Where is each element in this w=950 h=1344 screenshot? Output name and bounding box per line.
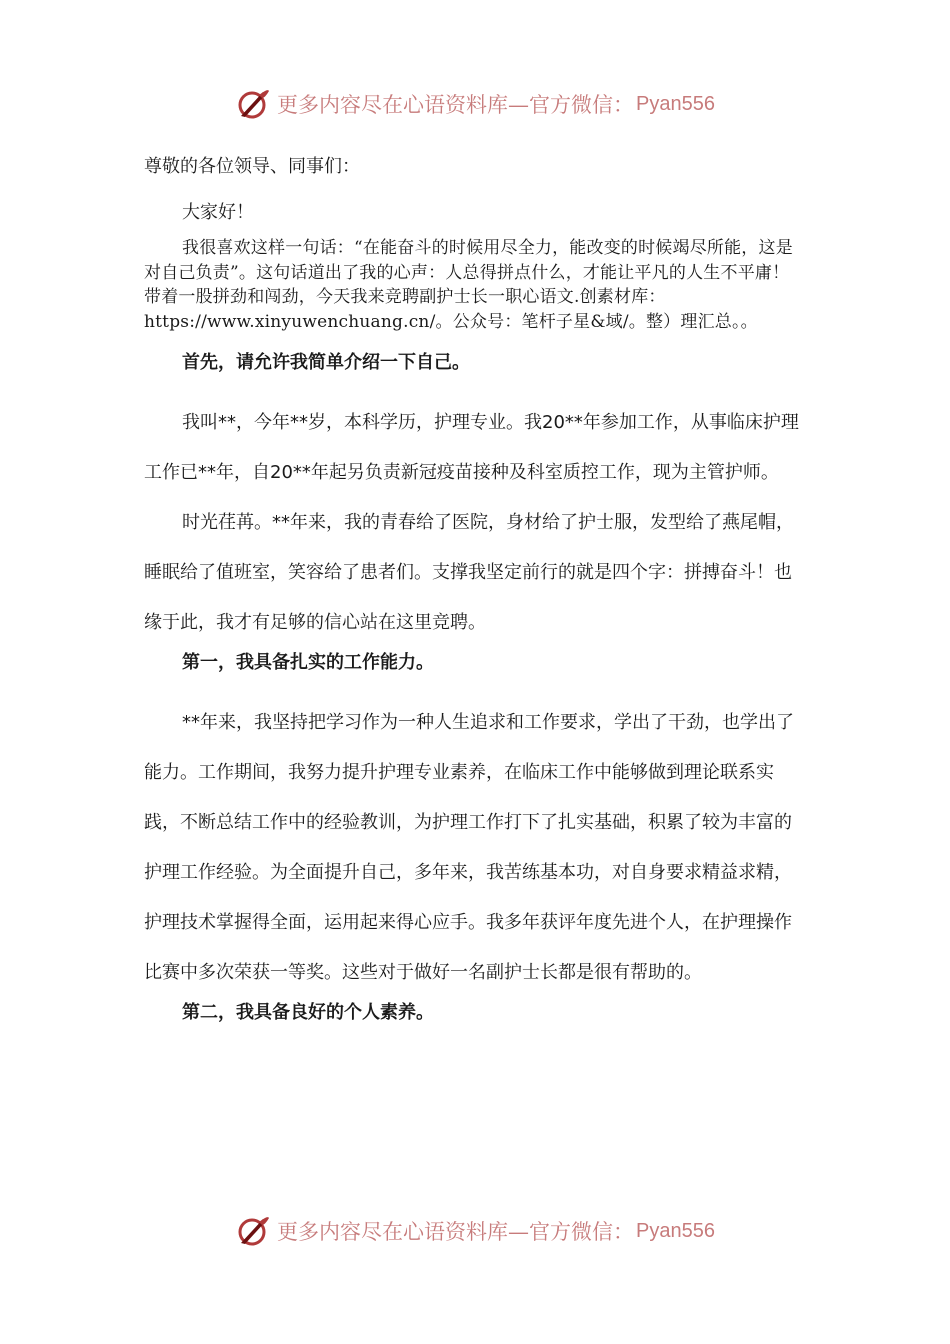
quill-pen-logo-icon: [235, 86, 271, 122]
paragraph-self-intro: 我叫**，今年**岁，本科学历，护理专业。我20**年参加工作，从事临床护理工作已**年，自20**年起另负责新冠疫苗接种及科室质控工作，现为主管护师。: [144, 412, 799, 483]
section-heading-second: 第二，我具备良好的个人素养。: [182, 1002, 434, 1023]
paragraph-ability: **年来，我坚持把学习作为一种人生追求和工作要求，学出了干劲，也学出了能力。工作期间，我努力提升护理专业素养，在临床工作中能够做到理论联系实践，不断总结工作中的经验教训，为护理工作打下了扎实基础，积累了较为丰富的护理工作经验。为全面提升自己，多年来，我苦练基本功，对自身要求精益求精，护理技术掌握得全面，运用起来得心应手。我多年获评年度先进个人，在护理操作比赛中多次荣获一等奖。这些对于做好一名副护士长都是很有帮助的。: [144, 712, 794, 983]
document-body: [144, 152, 804, 1048]
header-banner: [0, 84, 950, 124]
salutation: 尊敬的各位领导、同事们：: [144, 156, 360, 177]
intro-paragraph: 我很喜欢这样一句话：“在能奋斗的时候用尽全力，能改变的时候竭尽所能，这是对自己负责”。这句话道出了我的心声：人总得拼点什么，才能让平凡的人生不平庸！带着一股拼劲和闯劲，今天我来竞聘副护士长一职心语文.创素材库：https://www.xinyuwenchuang.cn/。公众号：笔杆子星&域/。整）理汇总。。: [144, 238, 793, 332]
section-heading-intro: 首先，请允许我简单介绍一下自己。: [182, 352, 470, 373]
banner-wechat-id: Pyan556: [636, 92, 715, 115]
section-heading-first: 第一，我具备扎实的工作能力。: [182, 652, 434, 673]
banner-text: 更多内容尽在心语资料库—官方微信：: [277, 93, 635, 117]
banner-wechat-id: Pyan556: [636, 1219, 715, 1242]
paragraph-years: 时光荏苒。**年来，我的青春给了医院，身材给了护士服，发型给了燕尾帽，睡眠给了值班室，笑容给了患者们。支撑我坚定前行的就是四个字：拼搏奋斗！也缘于此，我才有足够的信心站在这里竞聘。: [144, 512, 794, 633]
footer-banner: [0, 1211, 950, 1251]
quill-pen-logo-icon: [235, 1213, 271, 1249]
greeting: 大家好！: [182, 202, 254, 223]
banner-text: 更多内容尽在心语资料库—官方微信：: [277, 1220, 635, 1244]
